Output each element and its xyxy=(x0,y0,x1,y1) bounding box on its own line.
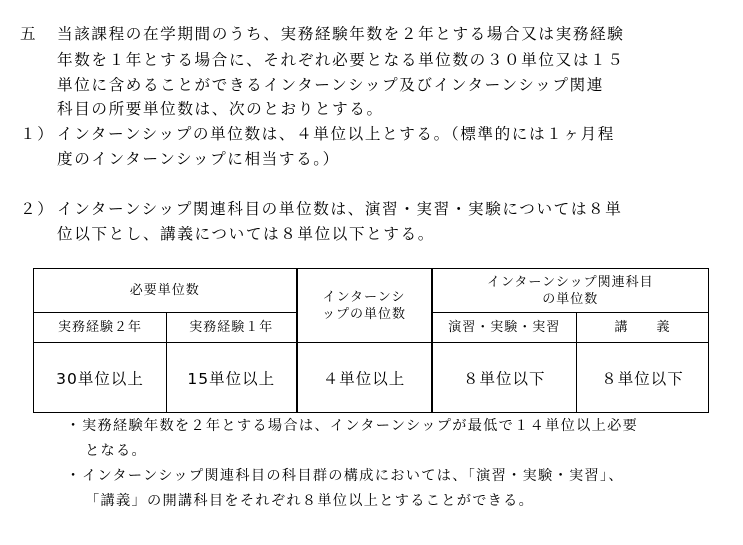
note-1-line-1: 実務経験年数を２年とする場合は、インターンシップが最低で１４単位以上必要 xyxy=(82,418,639,434)
value-experience-2yr: 30単位以上 xyxy=(34,343,167,413)
internship-units-header-line-1: インターンシ xyxy=(322,289,406,305)
lecture-header: 講 義 xyxy=(577,313,709,343)
related-subjects-header xyxy=(432,269,709,313)
value-lecture: ８単位以下 xyxy=(577,343,709,413)
required-units-header: 必要単位数 xyxy=(34,269,297,313)
section-text-line-1: 当該課程の在学期間のうち、実務経験年数を２年とする場合又は実務経験 xyxy=(57,25,625,43)
units-table xyxy=(33,268,709,413)
note-1-line-2: となる。 xyxy=(85,443,147,459)
note-2-line-2: 「講義」の開講科目をそれぞれ８単位以上とすることができる。 xyxy=(85,493,535,509)
note-1-bullet: ・ xyxy=(66,418,82,434)
experience-2yr-header: 実務経験２年 xyxy=(34,313,167,343)
item2-marker: ２） xyxy=(20,200,55,218)
internship-units-header-line-2: ップの単位数 xyxy=(322,306,407,322)
value-experience-1yr: 15単位以上 xyxy=(167,343,297,413)
item1-text-line-1: インターンシップの単位数は、４単位以上とする。（標準的には１ヶ月程 xyxy=(57,125,615,143)
item1-text-line-2: 度のインターンシップに相当する。） xyxy=(57,150,340,168)
item1-marker: １） xyxy=(20,125,55,143)
internship-units-header xyxy=(297,269,432,343)
section-text-line-4: 科目の所要単位数は、次のとおりとする。 xyxy=(57,100,384,118)
value-practice: ８単位以下 xyxy=(432,343,577,413)
section-marker: 五 xyxy=(20,25,38,43)
section-text-line-3: 単位に含めることができるインターンシップ及びインターンシップ関連 xyxy=(57,76,604,94)
related-subjects-header-line-2: の単位数 xyxy=(542,291,599,307)
related-subjects-header-line-1: インターンシップ関連科目 xyxy=(486,274,654,290)
item2-text-line-1: インターンシップ関連科目の単位数は、演習・実習・実験については８単 xyxy=(57,200,623,218)
experience-1yr-header: 実務経験１年 xyxy=(167,313,297,343)
item2-text-line-2: 位以下とし、講義については８単位以下とする。 xyxy=(57,225,435,243)
note-2-bullet: ・ xyxy=(66,468,82,484)
note-2-line-1: インターンシップ関連科目の科目群の構成においては、「演習・実験・実習」、 xyxy=(82,468,624,484)
practice-header: 演習・実験・実習 xyxy=(432,313,577,343)
section-text-line-2: 年数を１年とする場合に、それぞれ必要となる単位数の３０単位又は１５ xyxy=(57,51,625,69)
value-internship: ４単位以上 xyxy=(297,343,432,413)
